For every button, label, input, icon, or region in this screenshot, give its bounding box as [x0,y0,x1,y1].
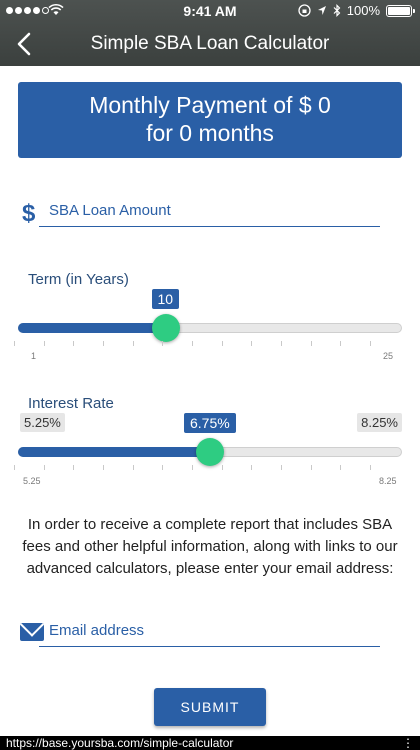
interest-slider-ticks [14,465,390,471]
status-time: 9:41 AM [183,3,237,19]
battery-icon [386,5,412,17]
url-text: https://base.yoursba.com/simple-calculator [6,736,234,750]
top-bar [0,0,420,66]
slider-tick [73,341,74,346]
interest-value-bubble: 6.75% [184,413,236,433]
term-max-label: 25 [383,351,394,361]
interest-max-label: 8.25 [379,476,397,486]
lock-rotation-icon [298,4,311,17]
monthly-payment-banner [18,82,402,158]
email-input[interactable] [39,614,380,647]
slider-tick [281,465,282,470]
slider-tick [14,341,15,346]
slider-tick [340,465,341,470]
slider-tick [44,341,45,346]
status-right [298,3,412,18]
term-value-bubble: 10 [152,289,180,309]
slider-tick [222,341,223,346]
slider-tick [370,465,371,470]
interest-slider-fill [18,447,210,457]
interest-min-label: 5.25 [23,476,41,486]
payment-amount-text: Monthly Payment of $ 0 [89,92,331,118]
slider-tick [103,465,104,470]
slider-tick [251,465,252,470]
slider-tick [281,341,282,346]
term-min-label: 1 [31,351,37,361]
bluetooth-icon [333,4,341,17]
interest-min-badge: 5.25% [20,413,65,432]
term-slider-ticks [14,341,390,347]
interest-rate-slider[interactable] [18,447,402,457]
slider-tick [162,341,163,346]
interest-slider-thumb[interactable] [196,438,224,466]
email-field [20,614,382,650]
battery-percent: 100% [346,3,380,18]
loan-amount-input[interactable] [39,194,380,227]
info-text: In order to receive a complete report that includes SBA fees and other helpful information, along with links to our advanced calculators, please enter your email address: [22,516,398,577]
slider-tick [311,465,312,470]
term-slider-thumb[interactable] [152,314,180,342]
interest-rate-label: Interest Rate [28,395,114,412]
term-slider-fill [18,323,166,333]
slider-tick [311,341,312,346]
slider-tick [370,341,371,346]
slider-tick [133,341,134,346]
slider-tick [192,341,193,346]
slider-tick [192,465,193,470]
slider-tick [14,465,15,470]
status-bar [0,0,420,22]
term-slider[interactable] [18,323,402,333]
location-icon [317,5,327,16]
slider-tick [162,465,163,470]
more-icon[interactable]: ⋮ [402,736,414,750]
payment-term-text: for 0 months [146,120,274,146]
submit-button[interactable]: SUBMIT [154,688,266,726]
slider-tick [340,341,341,346]
dollar-icon: $ [22,200,36,227]
loan-amount-field [22,194,382,230]
page-title: Simple SBA Loan Calculator [90,33,330,54]
slider-tick [73,465,74,470]
interest-max-badge: 8.25% [357,413,402,432]
slider-tick [44,465,45,470]
slider-tick [103,341,104,346]
url-bar[interactable] [0,736,420,750]
slider-tick [222,465,223,470]
term-label: Term (in Years) [28,271,129,288]
slider-tick [251,341,252,346]
slider-tick [133,465,134,470]
